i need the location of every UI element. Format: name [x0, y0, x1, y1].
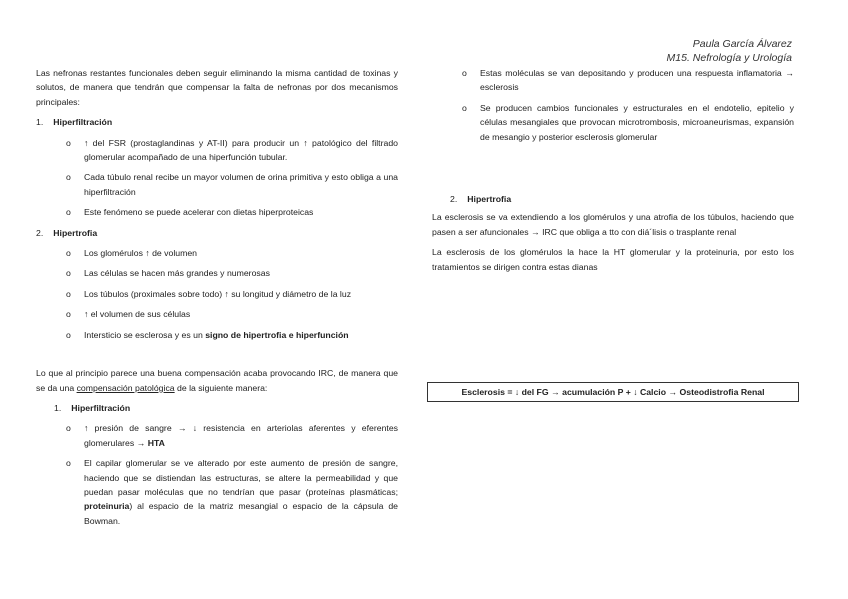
list-item: o Cada túbulo renal recibe un mayor volumen de orina primitiva y esto obliga a una hiperfiltración: [66, 172, 398, 197]
bullet-icon: o: [66, 268, 71, 279]
right-column: [432, 66, 794, 274]
bullet-icon: o: [66, 248, 71, 259]
bullet-icon: o: [66, 288, 71, 299]
page-header: [667, 38, 792, 65]
underlined-term: compensación patológica: [76, 382, 175, 393]
sclerosis-paragraph: La esclerosis se va extendiendo a los glomérulos y una atrofia de los túbulos, haciendo que pasen a ser afuncionales → IRC que obliga a tto con diá´lisis o trasplante renal: [432, 212, 794, 237]
bullet-icon: o: [66, 458, 71, 469]
list-item: o Estas moléculas se van depositando y producen una respuesta inflamatoria → esclerosis: [462, 68, 794, 93]
bullet-icon: o: [66, 137, 71, 148]
treatment-paragraph: La esclerosis de los glomérulos la hace la HT glomerular y la proteinuria, por esto los tratamientos se dirigen contra estas dianas: [432, 247, 794, 272]
heading-hipertrofia: Hipertrofia: [53, 227, 98, 238]
bullet-icon: o: [462, 68, 467, 78]
list-item: o ↑ presión de sangre → ↓ resistencia en arteriolas aferentes y eferentes glomerulares → HTA: [66, 423, 398, 448]
list-item: o Intersticio se esclerosa y es un signo de hipertrofia e hiperfunción: [36, 328, 398, 342]
bullet-icon: o: [66, 172, 71, 183]
section-heading: 2. Hipertrofia: [36, 226, 398, 240]
summary-text: Esclerosis = ↓ del FG → acumulación P + ↓ Calcio → Osteodistrofia Renal: [461, 387, 765, 397]
heading-hiperfiltracion: Hiperfiltración: [53, 117, 113, 128]
heading-hipertrofia-2: Hipertrofia: [467, 194, 512, 205]
list-item: o Se producen cambios funcionales y estructurales en el endotelio, epitelio y células mesangiales que provocan microtrombosis, microaneurismas, expansión de mesangio y posterior esclerosis glomerular: [462, 102, 794, 142]
list-item: o El capilar glomerular se ve alterado por este aumento de presión de sangre, haciendo que se distiendan las estructuras, se altere la permeabilidad y que puedan pasar moléculas que no tendrían que pasar (proteínas plasmáticas; proteinuria) al espacio de la matriz mesangial o espacio de la cápsula de Bowman.: [66, 458, 398, 526]
bullet-icon: o: [66, 423, 71, 434]
compensation-paragraph: Lo que al principio parece una buena compensación acaba provocando IRC, de manera que se da una compensación patológica de la siguiente manera:: [36, 368, 398, 393]
list-item: o ↑ del FSR (prostaglandinas y AT-II) para producir un ↑ patológico del filtrado glomerular acompañado de una hiperfunción tubular.: [66, 137, 398, 163]
bullet-icon: o: [66, 309, 71, 320]
author-name: Paula García Álvarez: [692, 38, 792, 50]
section-heading: 1. Hiperfiltración: [36, 401, 398, 415]
bullet-icon: o: [66, 329, 71, 340]
bullet-icon: o: [66, 207, 71, 218]
list-item: o Los glomérulos ↑ de volumen: [36, 246, 398, 260]
left-column: [36, 66, 398, 528]
section-heading: 1. Hiperfiltración: [36, 115, 398, 129]
summary-box: [427, 382, 799, 402]
module-title: M15. Nefrología y Urología: [666, 51, 792, 64]
list-item: o ↑ el volumen de sus células: [36, 307, 398, 321]
heading-hiperfiltracion-2: Hiperfiltración: [71, 402, 131, 413]
list-item: o Las células se hacen más grandes y numerosas: [36, 266, 398, 280]
list-item: o Los túbulos (proximales sobre todo) ↑ su longitud y diámetro de la luz: [36, 287, 398, 301]
list-item: o Este fenómeno se puede acelerar con dietas hiperproteicas: [36, 205, 398, 219]
intro-paragraph: Las nefronas restantes funcionales deben seguir eliminando la misma cantidad de toxinas y solutos, de manera que tendrán que compensar la falta de nefronas por dos mecanismos principales:: [36, 68, 398, 107]
bullet-icon: o: [462, 102, 467, 113]
section-heading: 2. Hipertrofia: [432, 192, 794, 206]
